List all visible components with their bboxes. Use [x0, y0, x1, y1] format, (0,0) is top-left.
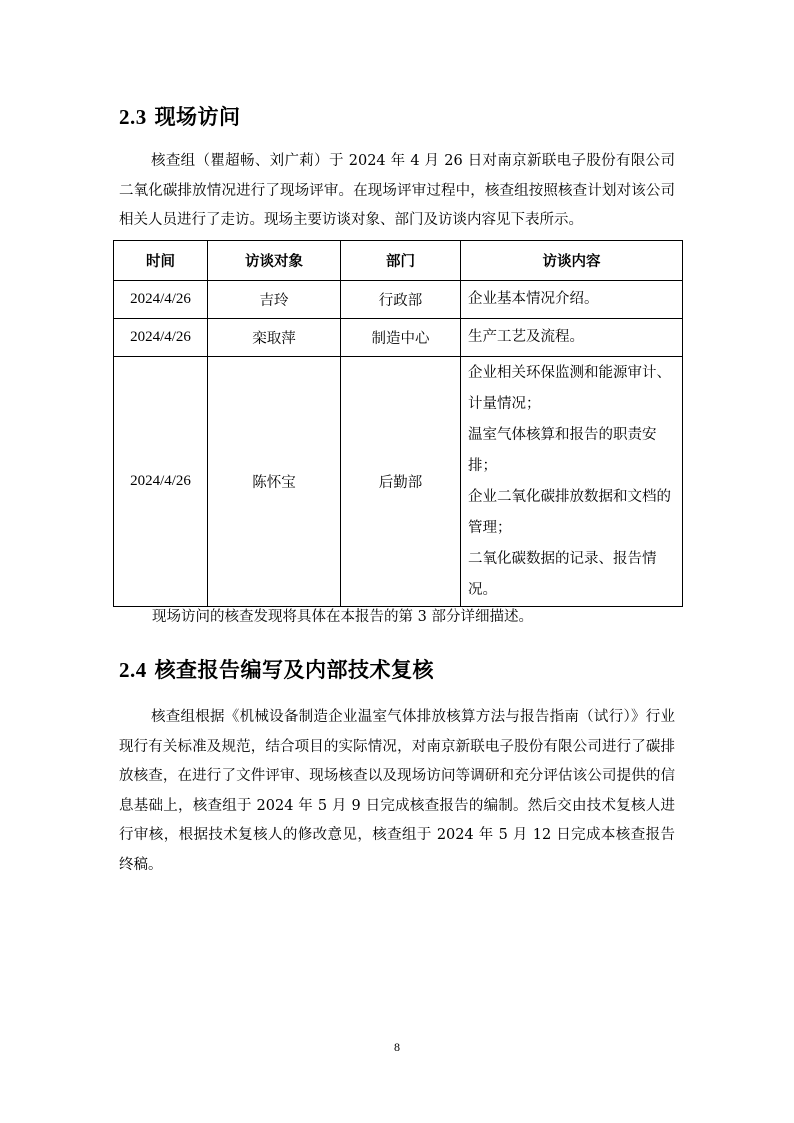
section-2-3-paragraph: 核查组（瞿超畅、刘广莉）于 2024 年 4 月 26 日对南京新联电子股份有限公司二氧化碳排放情况进行了现场评审。在现场评审过程中，核查组按照核查计划对该公司相关人员进行了走访。现场主要访谈对象、部门及访谈内容见下表所示。 — [119, 153, 675, 228]
header-interviewee: 访谈对象 — [208, 241, 341, 281]
cell-department: 制造中心 — [341, 319, 461, 357]
cell-date: 2024/4/26 — [114, 319, 208, 357]
header-content: 访谈内容 — [461, 241, 683, 281]
cell-department: 后勤部 — [341, 357, 461, 607]
cell-content — [461, 319, 683, 357]
section-2-4-paragraph: 核查组根据《机械设备制造企业温室气体排放核算方法与报告指南（试行）》行业现行有关标准及规范，结合项目的实际情况，对南京新联电子股份有限公司进行了碳排放核查，在进行了文件评审、现场核查以及现场访问等调研和充分评估该公司提供的信息基础上，核查组于 2024 年 5 月 9 日完成核查报告的编制。然后交由技术复核人进行审核，根据技术复核人的修改意见，核查组于 2024 年 5 月 12 日完成本核查报告终稿。 — [119, 709, 675, 873]
cell-department: 行政部 — [341, 281, 461, 319]
page-number: 8 — [394, 1040, 400, 1054]
section-2-3-heading — [119, 103, 241, 131]
table-followup-note: 现场访问的核查发现将具体在本报告的第 3 部分详细描述。 — [152, 609, 533, 625]
table-row — [114, 281, 683, 319]
cell-date: 2024/4/26 — [114, 357, 208, 607]
cell-person: 吉玲 — [208, 281, 341, 319]
section-2-3-title: 现场访问 — [154, 104, 241, 129]
header-time: 时间 — [114, 241, 208, 281]
content-item: 温室气体核算和报告的职责安排； — [468, 426, 657, 474]
table-row — [114, 357, 683, 607]
interview-table — [113, 240, 683, 607]
cell-content — [461, 357, 683, 607]
section-2-4-title: 核查报告编写及内部技术复核 — [154, 657, 435, 682]
section-2-4-number: 2.4 — [119, 658, 147, 682]
content-item: 企业二氧化碳排放数据和文档的管理； — [468, 488, 671, 536]
content-item: 生产工艺及流程。 — [468, 329, 584, 345]
content-item: 二氧化碳数据的记录、报告情况。 — [468, 550, 657, 598]
cell-date: 2024/4/26 — [114, 281, 208, 319]
table-row — [114, 319, 683, 357]
table-header-row — [114, 241, 683, 281]
cell-person: 栾取萍 — [208, 319, 341, 357]
header-department: 部门 — [341, 241, 461, 281]
section-2-3-number: 2.3 — [119, 105, 147, 129]
content-item: 企业基本情况介绍。 — [468, 291, 599, 307]
cell-content — [461, 281, 683, 319]
section-2-4-heading — [119, 656, 434, 684]
content-item: 企业相关环保监测和能源审计、计量情况； — [468, 364, 671, 412]
cell-person: 陈怀宝 — [208, 357, 341, 607]
